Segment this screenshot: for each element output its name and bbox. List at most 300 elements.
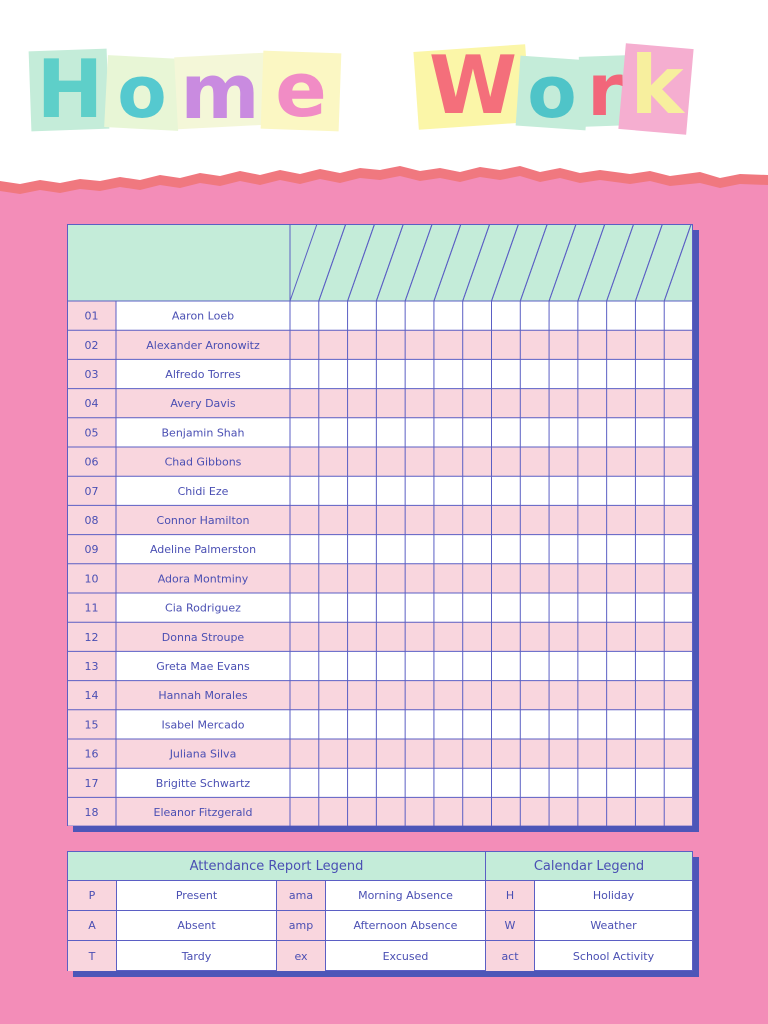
attendance-cell[interactable] xyxy=(348,330,377,359)
attendance-cell[interactable] xyxy=(520,301,549,330)
calendar-legend-title: Calendar Legend xyxy=(486,852,692,881)
title-letter-r: r xyxy=(587,48,623,132)
attendance-cell[interactable] xyxy=(463,476,492,505)
attendance-cell[interactable] xyxy=(376,476,405,505)
attendance-cell[interactable] xyxy=(463,564,492,593)
header-area xyxy=(0,0,768,215)
attendance-cell[interactable] xyxy=(607,330,636,359)
attendance-cell[interactable] xyxy=(290,564,319,593)
attendance-cell[interactable] xyxy=(348,505,377,534)
title-letter-k: k xyxy=(630,39,684,132)
attendance-cell[interactable] xyxy=(405,710,434,739)
attendance-cell[interactable] xyxy=(434,505,463,534)
attendance-cell[interactable] xyxy=(319,505,348,534)
attendance-cell[interactable] xyxy=(348,389,377,418)
attendance-cell[interactable] xyxy=(492,797,521,826)
attendance-cell[interactable] xyxy=(290,710,319,739)
attendance-cell[interactable] xyxy=(492,330,521,359)
attendance-cell[interactable] xyxy=(405,476,434,505)
attendance-cell[interactable] xyxy=(376,651,405,680)
attendance-cell[interactable] xyxy=(405,681,434,710)
attendance-cell[interactable] xyxy=(635,710,664,739)
attendance-cell[interactable] xyxy=(607,301,636,330)
attendance-cell[interactable] xyxy=(578,651,607,680)
attendance-cell[interactable] xyxy=(607,447,636,476)
attendance-cell[interactable] xyxy=(434,739,463,768)
attendance-cell[interactable] xyxy=(635,359,664,388)
attendance-cell[interactable] xyxy=(664,535,693,564)
attendance-cell[interactable] xyxy=(463,330,492,359)
attendance-cell[interactable] xyxy=(348,535,377,564)
attendance-cell[interactable] xyxy=(319,768,348,797)
attendance-cell[interactable] xyxy=(492,564,521,593)
attendance-cell[interactable] xyxy=(607,593,636,622)
attendance-cell[interactable] xyxy=(434,389,463,418)
attendance-cell[interactable] xyxy=(607,622,636,651)
attendance-cell[interactable] xyxy=(434,797,463,826)
student-number: 12 xyxy=(84,630,99,644)
attendance-cell[interactable] xyxy=(290,797,319,826)
student-name: Brigitte Schwartz xyxy=(155,776,251,790)
attendance-cell[interactable] xyxy=(607,564,636,593)
attendance-cell[interactable] xyxy=(290,389,319,418)
attendance-cell[interactable] xyxy=(492,651,521,680)
attendance-cell[interactable] xyxy=(492,301,521,330)
attendance-cell[interactable] xyxy=(463,797,492,826)
attendance-cell[interactable] xyxy=(578,476,607,505)
student-name: Chad Gibbons xyxy=(164,455,242,469)
attendance-cell[interactable] xyxy=(319,418,348,447)
attendance-cell[interactable] xyxy=(290,739,319,768)
attendance-cell[interactable] xyxy=(549,476,578,505)
legend-code: P xyxy=(68,881,117,911)
attendance-cell[interactable] xyxy=(607,797,636,826)
student-number: 07 xyxy=(84,484,99,498)
attendance-cell[interactable] xyxy=(434,622,463,651)
attendance-cell[interactable] xyxy=(319,330,348,359)
attendance-cell[interactable] xyxy=(664,651,693,680)
attendance-cell[interactable] xyxy=(405,301,434,330)
title-letter-h: H xyxy=(36,43,104,136)
attendance-cell[interactable] xyxy=(635,418,664,447)
attendance-cell[interactable] xyxy=(290,505,319,534)
attendance-cell[interactable] xyxy=(434,710,463,739)
attendance-cell[interactable] xyxy=(434,768,463,797)
attendance-cell[interactable] xyxy=(664,476,693,505)
attendance-cell[interactable] xyxy=(405,593,434,622)
attendance-cell[interactable] xyxy=(492,739,521,768)
attendance-cell[interactable] xyxy=(319,593,348,622)
attendance-cell[interactable] xyxy=(463,505,492,534)
attendance-cell[interactable] xyxy=(635,476,664,505)
attendance-cell[interactable] xyxy=(664,447,693,476)
attendance-cell[interactable] xyxy=(549,739,578,768)
attendance-cell[interactable] xyxy=(319,681,348,710)
attendance-cell[interactable] xyxy=(635,768,664,797)
attendance-cell[interactable] xyxy=(434,418,463,447)
student-number: 18 xyxy=(84,806,99,819)
attendance-cell[interactable] xyxy=(635,593,664,622)
attendance-cell[interactable] xyxy=(376,447,405,476)
attendance-cell[interactable] xyxy=(463,739,492,768)
attendance-cell[interactable] xyxy=(549,505,578,534)
attendance-cell[interactable] xyxy=(405,651,434,680)
attendance-cell[interactable] xyxy=(578,418,607,447)
attendance-cell[interactable] xyxy=(463,710,492,739)
attendance-cell[interactable] xyxy=(434,301,463,330)
attendance-cell[interactable] xyxy=(520,418,549,447)
attendance-cell[interactable] xyxy=(520,330,549,359)
attendance-cell[interactable] xyxy=(607,389,636,418)
student-name: Hannah Morales xyxy=(158,689,248,703)
attendance-cell[interactable] xyxy=(348,681,377,710)
title-letter-o: o xyxy=(117,50,167,134)
attendance-cell[interactable] xyxy=(463,535,492,564)
attendance-cell[interactable] xyxy=(376,535,405,564)
attendance-cell[interactable] xyxy=(520,359,549,388)
attendance-cell[interactable] xyxy=(348,418,377,447)
attendance-cell[interactable] xyxy=(664,418,693,447)
attendance-cell[interactable] xyxy=(319,710,348,739)
attendance-cell[interactable] xyxy=(405,418,434,447)
attendance-cell[interactable] xyxy=(376,622,405,651)
student-name: Adeline Palmerston xyxy=(149,543,257,557)
attendance-cell[interactable] xyxy=(520,535,549,564)
attendance-cell[interactable] xyxy=(290,535,319,564)
attendance-cell[interactable] xyxy=(319,301,348,330)
attendance-cell[interactable] xyxy=(463,301,492,330)
attendance-cell[interactable] xyxy=(664,330,693,359)
attendance-cell[interactable] xyxy=(348,476,377,505)
student-number: 14 xyxy=(84,689,99,703)
attendance-cell[interactable] xyxy=(319,651,348,680)
legend-table xyxy=(67,851,693,971)
attendance-cell[interactable] xyxy=(405,739,434,768)
attendance-cell[interactable] xyxy=(376,710,405,739)
attendance-cell[interactable] xyxy=(463,447,492,476)
attendance-cell[interactable] xyxy=(607,359,636,388)
attendance-cell[interactable] xyxy=(376,564,405,593)
attendance-cell[interactable] xyxy=(664,389,693,418)
attendance-cell[interactable] xyxy=(520,681,549,710)
attendance-cell[interactable] xyxy=(607,476,636,505)
attendance-cell[interactable] xyxy=(348,710,377,739)
student-name: Connor Hamilton xyxy=(156,514,250,527)
student-name: Alfredo Torres xyxy=(165,368,241,381)
attendance-cell[interactable] xyxy=(492,710,521,739)
attendance-cell[interactable] xyxy=(549,564,578,593)
attendance-cell[interactable] xyxy=(664,301,693,330)
legend-label: Absent xyxy=(117,911,277,941)
attendance-cell[interactable] xyxy=(290,593,319,622)
attendance-cell[interactable] xyxy=(578,447,607,476)
attendance-cell[interactable] xyxy=(492,505,521,534)
attendance-cell[interactable] xyxy=(635,301,664,330)
attendance-cell[interactable] xyxy=(376,797,405,826)
legend-code: ama xyxy=(277,881,326,911)
attendance-cell[interactable] xyxy=(635,505,664,534)
attendance-cell[interactable] xyxy=(376,593,405,622)
attendance-cell[interactable] xyxy=(290,476,319,505)
attendance-cell[interactable] xyxy=(635,739,664,768)
attendance-cell[interactable] xyxy=(635,447,664,476)
attendance-cell[interactable] xyxy=(578,622,607,651)
attendance-cell[interactable] xyxy=(290,622,319,651)
title-letter-e: e xyxy=(275,45,327,134)
attendance-cell[interactable] xyxy=(549,359,578,388)
attendance-cell[interactable] xyxy=(376,330,405,359)
attendance-cell[interactable] xyxy=(348,768,377,797)
attendance-cell[interactable] xyxy=(578,710,607,739)
attendance-cell[interactable] xyxy=(319,476,348,505)
attendance-cell[interactable] xyxy=(607,739,636,768)
attendance-cell[interactable] xyxy=(319,535,348,564)
attendance-cell[interactable] xyxy=(290,651,319,680)
attendance-legend-title: Attendance Report Legend xyxy=(68,852,486,881)
attendance-cell[interactable] xyxy=(319,739,348,768)
attendance-cell[interactable] xyxy=(434,681,463,710)
attendance-cell[interactable] xyxy=(520,476,549,505)
attendance-cell[interactable] xyxy=(492,622,521,651)
attendance-cell[interactable] xyxy=(578,505,607,534)
attendance-cell[interactable] xyxy=(635,389,664,418)
attendance-cell[interactable] xyxy=(319,797,348,826)
attendance-cell[interactable] xyxy=(664,622,693,651)
attendance-cell[interactable] xyxy=(348,359,377,388)
attendance-cell[interactable] xyxy=(492,768,521,797)
attendance-cell[interactable] xyxy=(549,797,578,826)
roster-table xyxy=(67,224,693,826)
student-number: 15 xyxy=(84,718,99,732)
attendance-cell[interactable] xyxy=(578,564,607,593)
attendance-cell[interactable] xyxy=(434,476,463,505)
attendance-cell[interactable] xyxy=(578,359,607,388)
attendance-cell[interactable] xyxy=(664,564,693,593)
attendance-cell[interactable] xyxy=(405,389,434,418)
attendance-cell[interactable] xyxy=(405,330,434,359)
attendance-cell[interactable] xyxy=(578,593,607,622)
attendance-cell[interactable] xyxy=(549,651,578,680)
student-name: Alexander Aronowitz xyxy=(146,338,260,352)
legend-label: Excused xyxy=(326,941,486,971)
attendance-cell[interactable] xyxy=(520,447,549,476)
attendance-cell[interactable] xyxy=(664,797,693,826)
attendance-cell[interactable] xyxy=(434,564,463,593)
attendance-cell[interactable] xyxy=(348,739,377,768)
attendance-cell[interactable] xyxy=(664,681,693,710)
attendance-cell[interactable] xyxy=(463,418,492,447)
student-number: 09 xyxy=(84,543,99,557)
attendance-cell[interactable] xyxy=(520,739,549,768)
attendance-cell[interactable] xyxy=(492,418,521,447)
attendance-cell[interactable] xyxy=(549,447,578,476)
attendance-cell[interactable] xyxy=(405,797,434,826)
attendance-cell[interactable] xyxy=(635,622,664,651)
attendance-cell[interactable] xyxy=(348,447,377,476)
attendance-cell[interactable] xyxy=(549,301,578,330)
attendance-cell[interactable] xyxy=(492,447,521,476)
legend-label: Morning Absence xyxy=(326,881,486,911)
student-name: Isabel Mercado xyxy=(161,718,245,732)
attendance-cell[interactable] xyxy=(635,535,664,564)
attendance-cell[interactable] xyxy=(405,447,434,476)
attendance-cell[interactable] xyxy=(492,681,521,710)
attendance-cell[interactable] xyxy=(348,651,377,680)
attendance-cell[interactable] xyxy=(290,330,319,359)
attendance-cell[interactable] xyxy=(348,301,377,330)
student-name: Adora Montminy xyxy=(157,572,249,586)
attendance-cell[interactable] xyxy=(607,768,636,797)
attendance-cell[interactable] xyxy=(319,447,348,476)
attendance-cell[interactable] xyxy=(607,681,636,710)
attendance-cell[interactable] xyxy=(520,622,549,651)
student-number: 17 xyxy=(84,776,99,790)
student-name: Eleanor Fitzgerald xyxy=(153,806,253,819)
attendance-cell[interactable] xyxy=(405,564,434,593)
attendance-cell[interactable] xyxy=(405,535,434,564)
attendance-cell[interactable] xyxy=(463,681,492,710)
attendance-cell[interactable] xyxy=(376,739,405,768)
attendance-cell[interactable] xyxy=(578,797,607,826)
attendance-cell[interactable] xyxy=(520,593,549,622)
attendance-cell[interactable] xyxy=(463,622,492,651)
attendance-cell[interactable] xyxy=(578,739,607,768)
attendance-cell[interactable] xyxy=(376,681,405,710)
attendance-cell[interactable] xyxy=(434,651,463,680)
legend-label: Afternoon Absence xyxy=(326,911,486,941)
attendance-cell[interactable] xyxy=(405,505,434,534)
attendance-cell[interactable] xyxy=(376,359,405,388)
attendance-cell[interactable] xyxy=(549,330,578,359)
legend-code: T xyxy=(68,941,117,971)
attendance-cell[interactable] xyxy=(578,301,607,330)
attendance-cell[interactable] xyxy=(607,535,636,564)
student-name: Chidi Eze xyxy=(177,484,229,498)
attendance-cell[interactable] xyxy=(549,622,578,651)
attendance-cell[interactable] xyxy=(635,681,664,710)
attendance-cell[interactable] xyxy=(549,710,578,739)
attendance-cell[interactable] xyxy=(520,651,549,680)
attendance-cell[interactable] xyxy=(290,681,319,710)
attendance-cell[interactable] xyxy=(578,681,607,710)
attendance-cell[interactable] xyxy=(463,593,492,622)
attendance-cell[interactable] xyxy=(664,739,693,768)
legend-code: ex xyxy=(277,941,326,971)
attendance-cell[interactable] xyxy=(319,359,348,388)
student-number: 16 xyxy=(84,747,99,761)
attendance-cell[interactable] xyxy=(520,797,549,826)
attendance-cell[interactable] xyxy=(578,330,607,359)
attendance-cell[interactable] xyxy=(549,389,578,418)
legend-code: A xyxy=(68,911,117,941)
legend-label: Present xyxy=(117,881,277,911)
attendance-cell[interactable] xyxy=(635,330,664,359)
attendance-cell[interactable] xyxy=(434,535,463,564)
attendance-cell[interactable] xyxy=(664,593,693,622)
attendance-cell[interactable] xyxy=(463,768,492,797)
attendance-cell[interactable] xyxy=(635,797,664,826)
attendance-cell[interactable] xyxy=(348,593,377,622)
attendance-cell[interactable] xyxy=(549,535,578,564)
attendance-cell[interactable] xyxy=(463,389,492,418)
attendance-cell[interactable] xyxy=(520,768,549,797)
attendance-cell[interactable] xyxy=(492,389,521,418)
attendance-cell[interactable] xyxy=(376,418,405,447)
attendance-cell[interactable] xyxy=(664,505,693,534)
title-letter-w: W xyxy=(428,39,518,132)
attendance-cell[interactable] xyxy=(492,593,521,622)
attendance-cell[interactable] xyxy=(520,564,549,593)
attendance-cell[interactable] xyxy=(405,768,434,797)
attendance-cell[interactable] xyxy=(492,359,521,388)
attendance-cell[interactable] xyxy=(549,593,578,622)
attendance-cell[interactable] xyxy=(290,359,319,388)
attendance-cell[interactable] xyxy=(290,447,319,476)
attendance-cell[interactable] xyxy=(492,476,521,505)
attendance-cell[interactable] xyxy=(607,418,636,447)
attendance-cell[interactable] xyxy=(520,389,549,418)
attendance-cell[interactable] xyxy=(520,710,549,739)
attendance-cell[interactable] xyxy=(348,622,377,651)
attendance-cell[interactable] xyxy=(290,418,319,447)
student-number: 06 xyxy=(84,455,99,469)
legend-code: H xyxy=(486,881,535,911)
attendance-cell[interactable] xyxy=(664,710,693,739)
attendance-cell[interactable] xyxy=(405,359,434,388)
attendance-cell[interactable] xyxy=(549,681,578,710)
student-name: Greta Mae Evans xyxy=(156,660,250,673)
attendance-cell[interactable] xyxy=(405,622,434,651)
attendance-cell[interactable] xyxy=(635,651,664,680)
attendance-cell[interactable] xyxy=(549,418,578,447)
attendance-cell[interactable] xyxy=(607,651,636,680)
attendance-cell[interactable] xyxy=(549,768,578,797)
attendance-cell[interactable] xyxy=(463,651,492,680)
attendance-cell[interactable] xyxy=(635,564,664,593)
attendance-cell[interactable] xyxy=(348,797,377,826)
attendance-cell[interactable] xyxy=(348,564,377,593)
attendance-cell[interactable] xyxy=(319,564,348,593)
attendance-cell[interactable] xyxy=(664,359,693,388)
attendance-cell[interactable] xyxy=(492,535,521,564)
attendance-cell[interactable] xyxy=(376,301,405,330)
attendance-cell[interactable] xyxy=(463,359,492,388)
attendance-cell[interactable] xyxy=(319,622,348,651)
attendance-cell[interactable] xyxy=(578,768,607,797)
student-name: Avery Davis xyxy=(170,397,236,411)
attendance-cell[interactable] xyxy=(376,389,405,418)
attendance-cell[interactable] xyxy=(434,359,463,388)
legend-label: Tardy xyxy=(117,941,277,971)
attendance-cell[interactable] xyxy=(434,447,463,476)
attendance-cell[interactable] xyxy=(434,593,463,622)
attendance-cell[interactable] xyxy=(434,330,463,359)
attendance-cell[interactable] xyxy=(376,505,405,534)
attendance-cell[interactable] xyxy=(290,768,319,797)
attendance-cell[interactable] xyxy=(578,535,607,564)
attendance-cell[interactable] xyxy=(607,710,636,739)
attendance-cell[interactable] xyxy=(578,389,607,418)
attendance-cell[interactable] xyxy=(664,768,693,797)
student-name: Aaron Loeb xyxy=(171,309,235,323)
attendance-cell[interactable] xyxy=(376,768,405,797)
student-name: Juliana Silva xyxy=(169,747,237,761)
attendance-cell[interactable] xyxy=(520,505,549,534)
legend-code: amp xyxy=(277,911,326,941)
attendance-cell[interactable] xyxy=(607,505,636,534)
attendance-cell[interactable] xyxy=(319,389,348,418)
attendance-cell[interactable] xyxy=(290,301,319,330)
